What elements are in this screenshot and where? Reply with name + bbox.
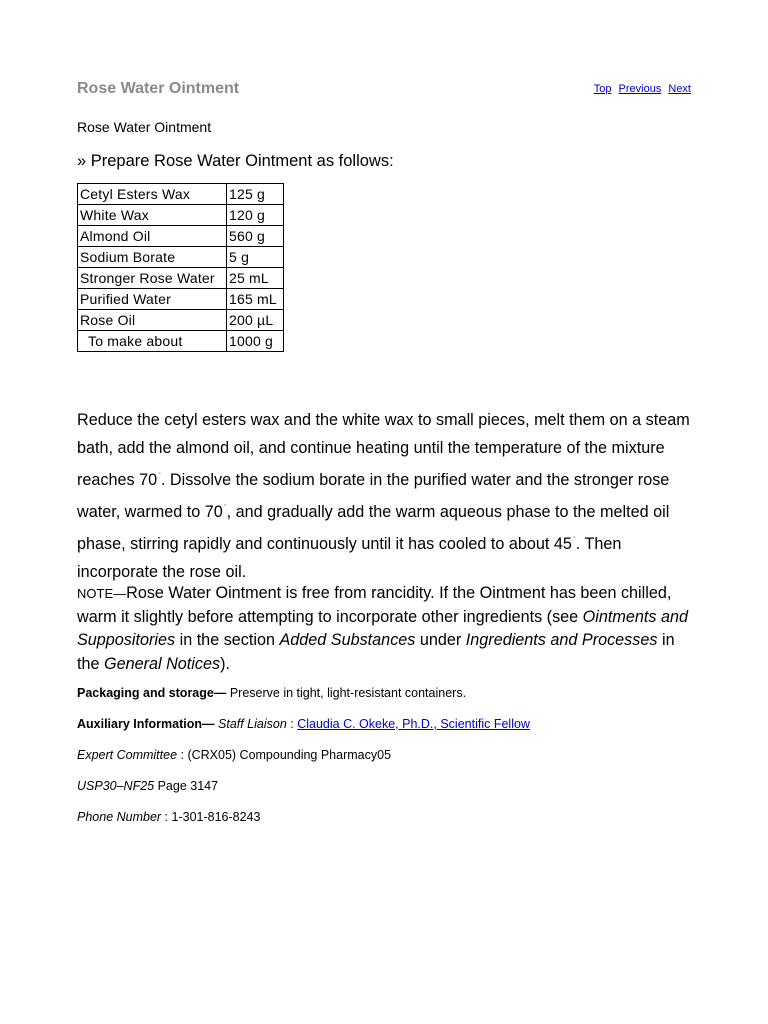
table-row bbox=[78, 226, 284, 247]
auxiliary-line bbox=[77, 717, 530, 731]
degree-symbol: ° bbox=[572, 536, 576, 543]
note-label: NOTE— bbox=[77, 586, 127, 601]
degree-symbol: ° bbox=[158, 472, 161, 479]
usp-line bbox=[77, 779, 218, 793]
staff-liaison-label: Staff Liaison bbox=[214, 717, 287, 731]
ingredient-qty: 125 g bbox=[227, 184, 284, 205]
next-link[interactable]: Next bbox=[668, 83, 691, 95]
ingredient-name: Purified Water bbox=[78, 289, 227, 310]
ingredient-name: Almond Oil bbox=[78, 226, 227, 247]
table-row bbox=[78, 205, 284, 226]
note-reference: General Notices bbox=[104, 654, 221, 673]
table-row bbox=[78, 268, 284, 289]
note-paragraph bbox=[77, 582, 691, 676]
expert-committee-line bbox=[77, 748, 391, 762]
ingredient-qty: 120 g bbox=[227, 205, 284, 226]
note-reference: Added Substances bbox=[279, 631, 416, 649]
procedure-text: . Dissolve the sodium borate in the purified water and the stronger rose water, warmed to 70 bbox=[77, 471, 670, 521]
ingredient-qty: 560 g bbox=[227, 226, 284, 247]
expert-committee-value: : (CRX05) Compounding Pharmacy05 bbox=[177, 748, 392, 762]
separator: : bbox=[286, 717, 298, 731]
table-row bbox=[78, 289, 284, 310]
note-text: Rose Water Ointment is free from rancidity. If the Ointment has been chilled, warm it slightly before attempting to incorporate other ingredients (see bbox=[77, 584, 672, 626]
packaging-line bbox=[77, 686, 466, 700]
phone-label: Phone Number bbox=[77, 810, 162, 824]
procedure-text: Reduce the cetyl esters wax and the white wax to small pieces, melt them on a steam bath, add the almond oil, and continue heating until the temperature of the mixture reaches 70 bbox=[77, 411, 690, 489]
ingredient-qty: 200 µL bbox=[227, 310, 284, 331]
table-row bbox=[78, 184, 284, 205]
note-text: ). bbox=[220, 654, 230, 673]
packaging-label: Packaging and storage— bbox=[77, 686, 227, 700]
ingredient-name: Cetyl Esters Wax bbox=[78, 184, 227, 205]
nav-links bbox=[590, 83, 691, 95]
monograph-subtitle: Rose Water Ointment bbox=[77, 119, 212, 135]
ingredient-name: Sodium Borate bbox=[78, 247, 227, 268]
note-reference: Ingredients and Processes bbox=[465, 631, 658, 649]
page-title: Rose Water Ointment bbox=[77, 80, 240, 97]
usp-label: USP30–NF25 bbox=[77, 779, 155, 793]
usp-page: Page 3147 bbox=[154, 779, 219, 793]
phone-line bbox=[77, 810, 260, 824]
ingredient-name: To make about bbox=[78, 331, 227, 352]
note-text: under bbox=[415, 631, 466, 649]
phone-value: : 1-301-816-8243 bbox=[161, 810, 261, 824]
procedure-paragraph bbox=[77, 406, 691, 586]
packaging-text: Preserve in tight, light-resistant containers. bbox=[226, 686, 467, 700]
ingredient-qty: 5 g bbox=[227, 247, 284, 268]
ingredient-name: White Wax bbox=[78, 205, 227, 226]
ingredient-qty: 1000 g bbox=[227, 331, 284, 352]
note-text: in the bbox=[77, 631, 675, 673]
ingredient-name: Rose Oil bbox=[78, 310, 227, 331]
top-link[interactable]: Top bbox=[593, 83, 612, 95]
procedure-text: , and gradually add the warm aqueous phase to the melted oil phase, stirring rapidly and continuously until it has cooled to about 45 bbox=[77, 503, 670, 553]
degree-symbol: ° bbox=[223, 504, 227, 511]
note-reference: Ointments and Suppositories bbox=[77, 607, 688, 649]
ingredients-table bbox=[77, 183, 284, 352]
table-row bbox=[78, 247, 284, 268]
table-row bbox=[78, 310, 284, 331]
staff-liaison-link[interactable]: Claudia C. Okeke, Ph.D., Scientific Fellow bbox=[297, 717, 530, 731]
auxiliary-label: Auxiliary Information— bbox=[77, 717, 215, 731]
ingredient-name: Stronger Rose Water bbox=[78, 268, 227, 289]
table-row bbox=[78, 331, 284, 352]
procedure-text: . Then incorporate the rose oil. bbox=[77, 535, 622, 581]
previous-link[interactable]: Previous bbox=[618, 83, 662, 95]
expert-committee-label: Expert Committee bbox=[77, 748, 178, 762]
prepare-heading: » Prepare Rose Water Ointment as follows: bbox=[77, 152, 394, 170]
ingredient-qty: 25 mL bbox=[227, 268, 284, 289]
note-text: in the section bbox=[175, 631, 280, 649]
ingredient-qty: 165 mL bbox=[227, 289, 284, 310]
